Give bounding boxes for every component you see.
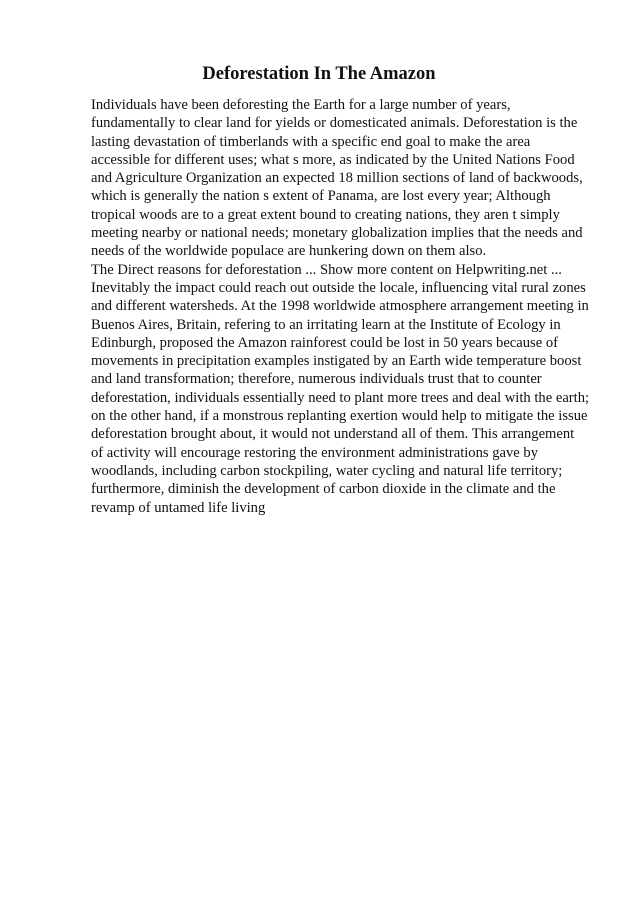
document-title: Deforestation In The Amazon [202,64,436,84]
body-line: fundamentally to clear land for yields or domesticated animals. Deforestation is the [91,115,578,132]
body-line: furthermore, diminish the development of carbon dioxide in the climate and the [91,481,556,498]
body-line: Buenos Aires, Britain, refering to an irritating learn at the Institute of Ecology in [91,316,561,333]
body-line: and land transformation; therefore, numerous individuals trust that to counter [91,371,542,388]
body-line: deforestation, individuals essentially need to plant more trees and deal with the earth; [91,389,590,406]
body-line: on the other hand, if a monstrous replanting exertion would help to mitigate the issue [91,408,588,425]
body-line: deforestation brought about, it would not understand all of them. This arrangement [91,426,575,443]
body-line: lasting devastation of timberlands with a specific end goal to make the area [91,133,531,150]
body-line: and Agriculture Organization an expected 18 million sections of land of backwoods, [91,170,583,187]
body-line: Inevitably the impact could reach out outside the locale, influencing vital rural zones [91,279,586,296]
body-line: meeting nearby or national needs; monetary globalization implies that the needs and [91,225,583,242]
body-line: woodlands, including carbon stockpiling, water cycling and natural life territory; [91,462,563,479]
body-line: revamp of untamed life living [91,499,266,516]
body-line: and different watersheds. At the 1998 worldwide atmosphere arrangement meeting in [91,298,589,315]
body-line: which is generally the nation s extent of Panama, are lost every year; Although [91,188,551,205]
body-line: movements in precipitation examples instigated by an Earth wide temperature boost [91,353,582,370]
body-line: The Direct reasons for deforestation ... Show more content on Helpwriting.net ... [91,261,562,278]
body-line: tropical woods are to a great extent bound to creating nations, they aren t simply [91,206,560,223]
body-line: needs of the worldwide populace are hunkering down on them also. [91,243,487,260]
body-line: Edinburgh, proposed the Amazon rainforest could be lost in 50 years because of [91,334,559,351]
body-line: accessible for different uses; what s more, as indicated by the United Nations Food [91,151,575,168]
body-line: of activity will encourage restoring the environment administrations gave by [91,444,539,461]
document-body [91,96,601,517]
body-line: Individuals have been deforesting the Earth for a large number of years, [91,97,511,113]
